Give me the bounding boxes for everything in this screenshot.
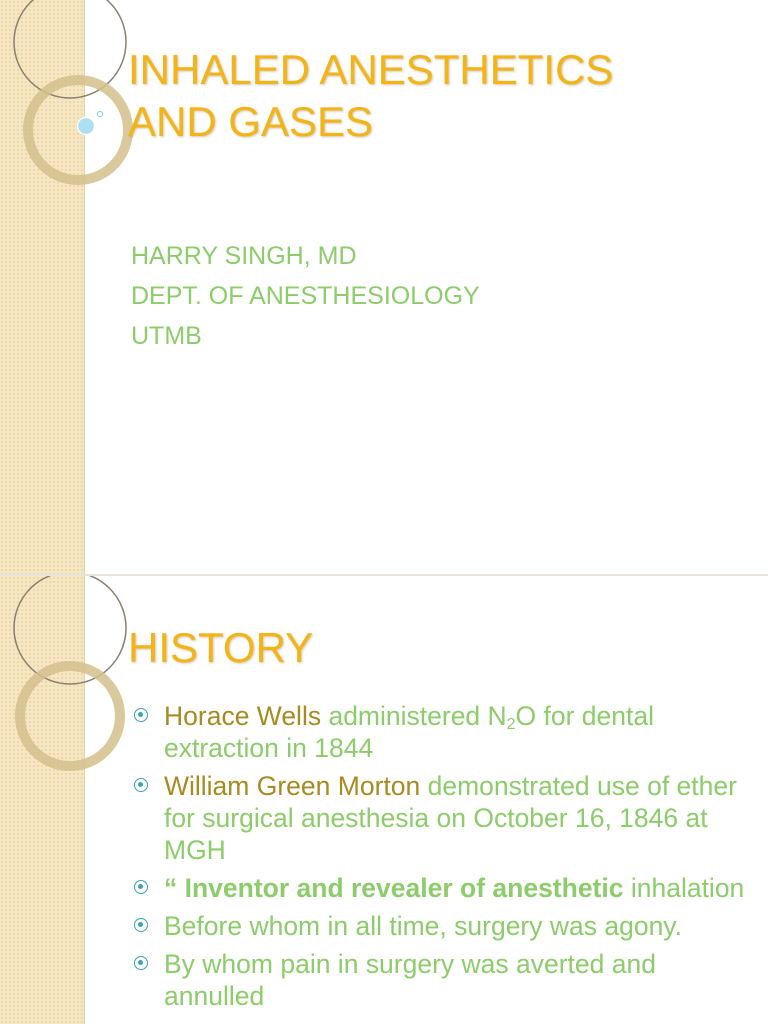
person-name: William Green Morton (164, 771, 421, 801)
bullet-circle-icon (134, 778, 148, 792)
bullet-list (132, 700, 752, 1018)
bullet-circle-icon (134, 956, 148, 970)
bullet-text: inhalation (623, 873, 745, 903)
bullet-item (132, 948, 752, 1012)
subtitle-block (131, 236, 480, 356)
presentation-title (128, 44, 728, 148)
subscript: 2 (506, 715, 516, 733)
deco-bubble-small (98, 112, 103, 117)
quote-text: “ Inventor and revealer of anesthetic (164, 873, 624, 903)
deco-ring-thick (20, 666, 120, 766)
person-name: Horace Wells (164, 701, 322, 731)
bullet-text: O for dental extraction in 1844 (164, 701, 654, 763)
bullet-circle-icon (134, 880, 148, 894)
bullet-text: Before whom in all time, surgery was agony. (164, 911, 682, 941)
slide-title: HISTORY (128, 624, 314, 671)
bullet-item (132, 700, 752, 764)
bullet-text: demonstrated use of ether for surgical anesthesia on October 16, 1846 at MGH (164, 771, 737, 865)
bullet-text: By whom pain in surgery was averted and annulled (164, 949, 656, 1011)
bullet-circle-icon (134, 918, 148, 932)
bullet-item (132, 770, 752, 866)
bullet-text: administered N (321, 701, 507, 731)
deco-bubble-large (78, 118, 95, 135)
author-name: HARRY SINGH, MD (131, 242, 357, 270)
institution-name: UTMB (131, 322, 202, 350)
department-name: DEPT. OF ANESTHESIOLOGY (131, 282, 480, 310)
title-line-2: AND GASES (128, 98, 374, 145)
bullet-circle-icon (134, 708, 148, 722)
history-slide (0, 576, 768, 1024)
title-line-1: INHALED ANESTHETICS (128, 46, 614, 93)
bullet-item (132, 910, 752, 942)
bullet-item (132, 872, 752, 904)
